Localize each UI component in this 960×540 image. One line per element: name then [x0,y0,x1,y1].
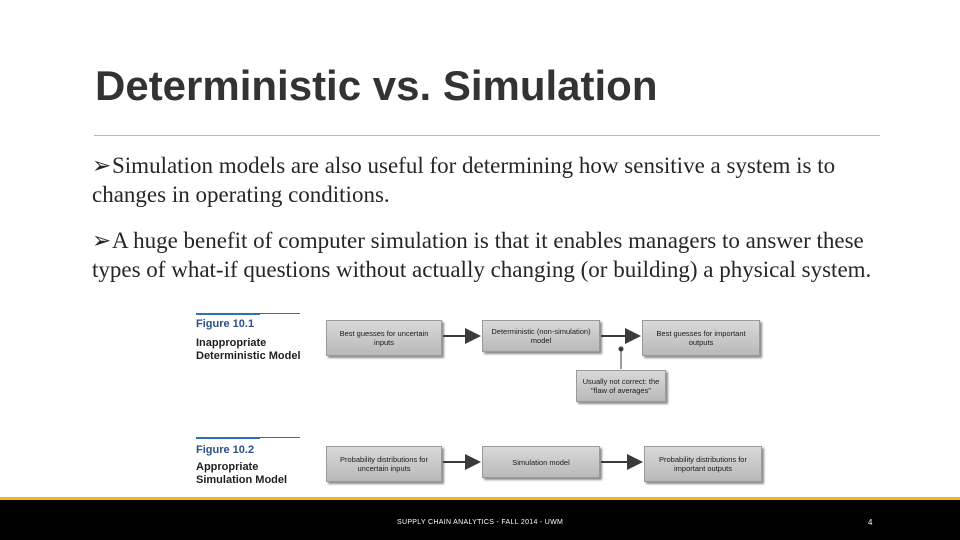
figure1-caption-line1: Inappropriate [196,337,267,349]
fig2-model-box: Simulation model [482,446,600,478]
fig1-model-box: Deterministic (non-simulation) model [482,320,600,352]
figure1-number: Figure 10.1 [196,318,255,330]
fig2-outputs-box: Probability distributions for important outputs [644,446,762,482]
figure2-number: Figure 10.2 [196,444,255,456]
arrow-bullet-icon: ➢ [92,153,112,178]
figure2-caption-line1: Appropriate [196,461,259,473]
footer-text: SUPPLY CHAIN ANALYTICS - FALL 2014 - UWM [397,519,564,526]
figure2-caption-line2: Simulation Model [196,474,288,486]
figure1-caption-line2: Deterministic Model [196,350,301,362]
fig2-inputs-box: Probability distributions for uncertain inputs [326,446,442,482]
fig1-note-box: Usually not correct: the "flaw of averages" [576,370,666,402]
page-number: 4 [868,518,873,527]
bullet-1-text: Simulation models are also useful for determining how sensitive a system is to changes in operating conditions. [92,153,836,207]
bullet-2-text: A huge benefit of computer simulation is that it enables managers to answer these types of what-if questions without actually changing (or building) a physical system. [92,228,872,282]
arrow-bullet-icon: ➢ [92,228,112,253]
fig1-note-dot [619,347,624,352]
fig1-inputs-box: Best guesses for uncertain inputs [326,320,442,356]
slide-title: Deterministic vs. Simulation [95,62,658,109]
fig1-outputs-box: Best guesses for important outputs [642,320,760,356]
